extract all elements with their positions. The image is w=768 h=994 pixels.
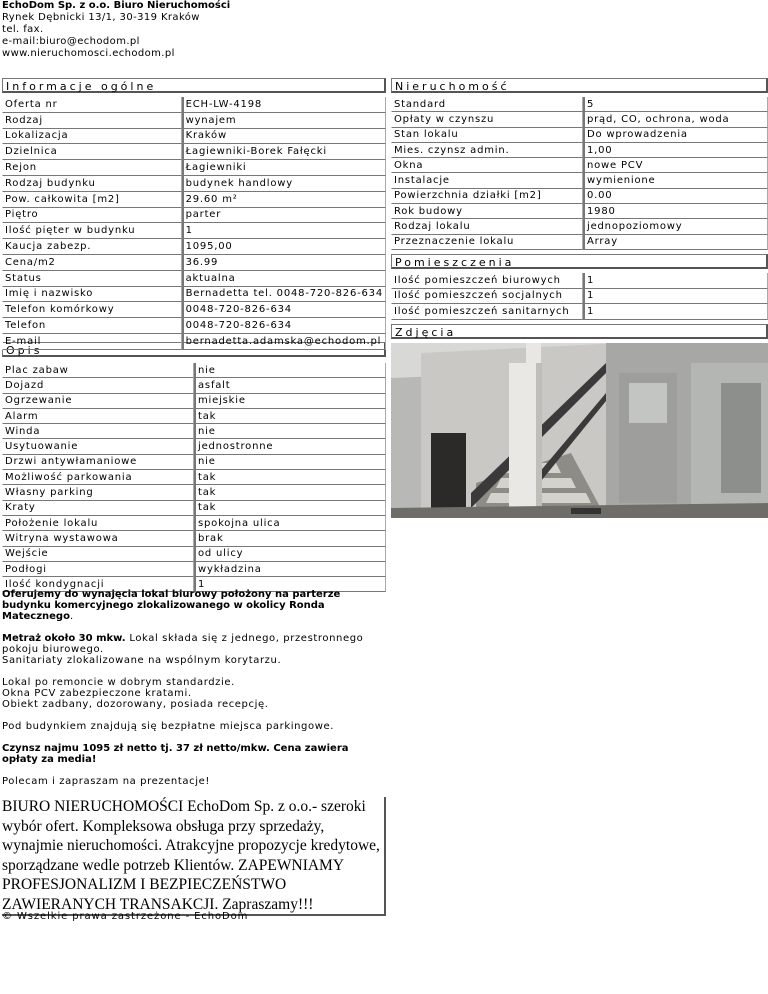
details-row-value: tak [194, 485, 386, 500]
property-row-value: 5 [583, 97, 768, 112]
details-row-value: wykładzina [194, 562, 386, 577]
details-row [2, 439, 386, 454]
general-row [2, 113, 386, 129]
general-row [2, 97, 386, 113]
general-row [2, 223, 386, 239]
general-row-label: Ilość pięter w budynku [2, 223, 182, 239]
property-table [391, 97, 768, 250]
description-paragraph-6: Polecam i zapraszam na prezentacje! [2, 776, 210, 787]
general-row-value: 1 [182, 223, 386, 239]
property-title: Nieruchomość [391, 78, 768, 93]
general-info-table [2, 97, 386, 350]
general-row-value: parter [182, 208, 386, 224]
general-row [2, 271, 386, 287]
details-row [2, 455, 386, 470]
details-row [2, 470, 386, 485]
property-row [391, 158, 768, 173]
general-row-value: 1095,00 [182, 239, 386, 255]
details-row-label: Dojazd [2, 378, 194, 393]
description-price: Czynsz najmu 1095 zł netto tj. 37 zł netto/mkw. Cena zawiera opłaty za media! [2, 743, 349, 765]
general-row-value: 0048-720-826-634 [182, 302, 386, 318]
property-row-label: Przeznaczenie lokalu [391, 235, 583, 250]
description-paragraph-5 [2, 743, 384, 765]
details-row-value: spokojna ulica [194, 516, 386, 531]
details-row-value: tak [194, 409, 386, 424]
details-row-value: miejskie [194, 394, 386, 409]
rooms-row [391, 289, 768, 305]
details-row [2, 409, 386, 424]
property-row [391, 173, 768, 188]
general-row-label: Rejon [2, 160, 182, 176]
rooms-row-label: Ilość pomieszczeń socjalnych [391, 289, 583, 305]
details-row-value: tak [194, 501, 386, 516]
general-row-label: Piętro [2, 208, 182, 224]
property-row-value: jednopoziomowy [583, 219, 768, 234]
description-sanitary: Sanitariaty zlokalizowane na wspólnym korytarzu. [2, 655, 282, 666]
property-row-label: Rok budowy [391, 204, 583, 219]
details-row-label: Własny parking [2, 485, 194, 500]
general-row [2, 160, 386, 176]
details-row [2, 562, 386, 577]
general-row-value: aktualna [182, 271, 386, 287]
property-row-value: Array [583, 235, 768, 250]
rooms-table [391, 273, 768, 320]
property-photo[interactable] [391, 343, 768, 518]
general-row-label: Rodzaj [2, 113, 182, 129]
general-row-label: Telefon [2, 318, 182, 334]
details-row-label: Kraty [2, 501, 194, 516]
general-row-label: Status [2, 271, 182, 287]
property-row-value: nowe PCV [583, 158, 768, 173]
general-row-value: 0048-720-826-634 [182, 318, 386, 334]
details-row [2, 501, 386, 516]
rooms-row [391, 304, 768, 320]
property-row [391, 143, 768, 158]
general-row-value: 36.99 [182, 255, 386, 271]
general-row-label: Oferta nr [2, 97, 182, 113]
general-info-title: Informacje ogólne [2, 78, 386, 93]
property-row-value: 1980 [583, 204, 768, 219]
details-row-value: jednostronne [194, 439, 386, 454]
property-row-label: Opłaty w czynszu [391, 112, 583, 127]
general-row [2, 129, 386, 145]
details-row-label: Witryna wystawowa [2, 531, 194, 546]
general-row [2, 192, 386, 208]
details-row-label: Alarm [2, 409, 194, 424]
details-row-label: Drzwi antywłamaniowe [2, 455, 194, 470]
property-row-value: 0.00 [583, 189, 768, 204]
rooms-row-label: Ilość pomieszczeń sanitarnych [391, 304, 583, 320]
details-row-value: od ulicy [194, 547, 386, 562]
general-row-label: Rodzaj budynku [2, 176, 182, 192]
property-row-label: Mies. czynsz admin. [391, 143, 583, 158]
property-row [391, 204, 768, 219]
details-row-label: Ogrzewanie [2, 394, 194, 409]
general-row-value: ECH-LW-4198 [182, 97, 386, 113]
details-row-value: 1 [194, 577, 386, 592]
staircase-photo-illustration [391, 343, 768, 518]
general-row-value: 29.60 m² [182, 192, 386, 208]
rooms-row-value: 1 [583, 304, 768, 320]
description-paragraph-3 [2, 677, 384, 710]
property-row-value: prąd, CO, ochrona, woda [583, 112, 768, 127]
property-row-label: Okna [391, 158, 583, 173]
property-row-value: Do wprowadzenia [583, 128, 768, 143]
details-title: Opis [2, 342, 386, 357]
details-row [2, 378, 386, 393]
offer-description [2, 589, 384, 798]
general-row-value: Bernadetta tel. 0048-720-826-634 [182, 287, 386, 303]
details-row-label: Wejście [2, 547, 194, 562]
details-row-label: Usytuowanie [2, 439, 194, 454]
details-row [2, 424, 386, 439]
general-row [2, 208, 386, 224]
property-row [391, 189, 768, 204]
details-row-value: nie [194, 424, 386, 439]
description-paragraph-2 [2, 633, 384, 666]
rooms-row [391, 273, 768, 289]
description-renovation: Lokal po remoncie w dobrym standardzie. [2, 677, 235, 688]
property-row [391, 219, 768, 234]
property-row [391, 112, 768, 127]
general-row-label: Telefon komórkowy [2, 302, 182, 318]
property-row-label: Stan lokalu [391, 128, 583, 143]
property-row [391, 235, 768, 250]
details-row-value: nie [194, 455, 386, 470]
description-area-text: Lokal składa się z jednego, przestronnego pokoju biurowego. [2, 633, 364, 655]
general-row-value: budynek handlowy [182, 176, 386, 192]
general-row-value: Łagiewniki [182, 160, 386, 176]
description-paragraph-1 [2, 589, 384, 622]
property-row-label: Standard [391, 97, 583, 112]
general-row-value: bernadetta.adamska@echodom.pl [182, 334, 386, 350]
details-table [2, 363, 386, 592]
description-paragraph-4: Pod budynkiem znajdują się bezpłatne miejsca parkingowe. [2, 721, 335, 732]
description-intro: Oferujemy do wynajęcia lokal biurowy położony na parterze budynku komercyjnego zlokalizowanego w okolicy Ronda Matecznego [2, 589, 341, 622]
details-row-value: brak [194, 531, 386, 546]
details-row [2, 485, 386, 500]
general-row [2, 287, 386, 303]
general-row-label: Imię i nazwisko [2, 287, 182, 303]
photos-title: Zdjęcia [391, 324, 768, 339]
rooms-title: Pomieszczenia [391, 254, 768, 269]
property-row-label: Rodzaj lokalu [391, 219, 583, 234]
details-row-value: asfalt [194, 378, 386, 393]
general-row [2, 176, 386, 192]
company-phone: tel. fax. [2, 24, 44, 35]
description-area: Metraż około 30 mkw. [2, 633, 126, 644]
details-row [2, 547, 386, 562]
details-row-label: Podłogi [2, 562, 194, 577]
company-website[interactable]: www.nieruchomosci.echodom.pl [2, 48, 175, 59]
general-row-label: Kaucja zabezp. [2, 239, 182, 255]
property-row-value: wymienione [583, 173, 768, 188]
general-row-label: Lokalizacja [2, 129, 182, 145]
company-email[interactable]: e-mail:biuro@echodom.pl [2, 36, 140, 47]
company-address: Rynek Dębnicki 13/1, 30-319 Kraków [2, 12, 200, 23]
general-row-value: wynajem [182, 113, 386, 129]
rooms-row-label: Ilość pomieszczeń biurowych [391, 273, 583, 289]
property-row-label: Instalacje [391, 173, 583, 188]
property-row-value: 1,00 [583, 143, 768, 158]
rooms-row-value: 1 [583, 289, 768, 305]
general-row-label: Cena/m2 [2, 255, 182, 271]
description-windows: Okna PCV zabezpieczone kratami. [2, 688, 192, 699]
description-intro-end: . [69, 611, 74, 622]
details-row-label: Położenie lokalu [2, 516, 194, 531]
company-header [2, 0, 230, 60]
description-security: Obiekt zadbany, dozorowany, posiada recepcję. [2, 699, 269, 710]
property-row [391, 97, 768, 112]
details-row [2, 531, 386, 546]
general-row-label: Dzielnica [2, 144, 182, 160]
general-row-label: E-mail [2, 334, 182, 350]
rooms-row-value: 1 [583, 273, 768, 289]
details-row [2, 394, 386, 409]
property-row [391, 128, 768, 143]
general-row [2, 334, 386, 350]
general-row-value: Kraków [182, 129, 386, 145]
general-row [2, 302, 386, 318]
details-row-value: tak [194, 470, 386, 485]
details-row-label: Możliwość parkowania [2, 470, 194, 485]
details-row [2, 363, 386, 378]
property-row-label: Powierzchnia działki [m2] [391, 189, 583, 204]
general-row [2, 144, 386, 160]
details-row-label: Ilość kondygnacji [2, 577, 194, 592]
company-name: EchoDom Sp. z o.o. Biuro Nieruchomości [2, 0, 231, 11]
general-row-value: Łagiewniki-Borek Fałęcki [182, 144, 386, 160]
general-row [2, 239, 386, 255]
general-row [2, 255, 386, 271]
general-row [2, 318, 386, 334]
agency-promo: BIURO NIERUCHOMOŚCI EchoDom Sp. z o.o.- szeroki wybór ofert. Kompleksowa obsługa przy sprzedaży, wynajmie nieruchomości. Atrakcyjne propozycje kredytowe, sporządzane wedle potrzeb Klientów. ZAPEWNIAMY PROFESJONALIZM I BEZPIECZEŃSTWO ZAWIERANYCH TRANSAKCJI. Zapraszamy!!! [2, 797, 386, 916]
general-row-label: Pow. całkowita [m2] [2, 192, 182, 208]
details-row-label: Winda [2, 424, 194, 439]
copyright-footer: © Wszelkie prawa zastrzeżone - EchoDom [2, 911, 249, 922]
details-row-value: nie [194, 363, 386, 378]
details-row-label: Plac zabaw [2, 363, 194, 378]
details-row [2, 516, 386, 531]
